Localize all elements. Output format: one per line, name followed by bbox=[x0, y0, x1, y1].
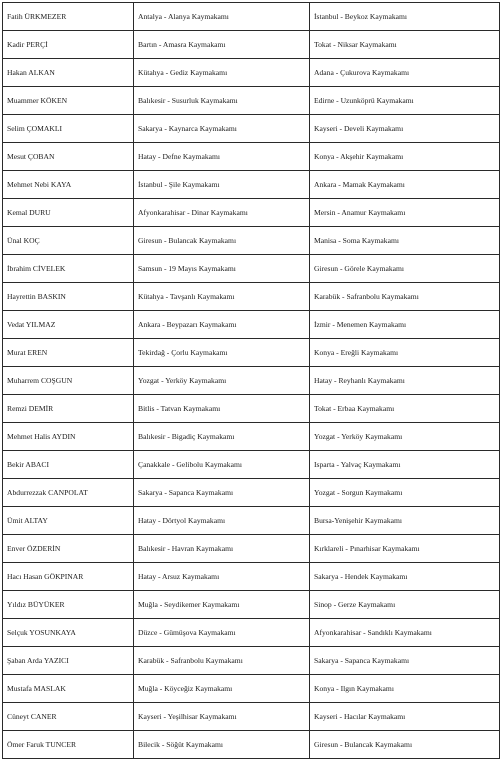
name-cell: Cüneyt CANER bbox=[3, 703, 134, 731]
new-post-cell: Bursa-Yenişehir Kaymakamı bbox=[310, 507, 500, 535]
table-row bbox=[3, 311, 500, 339]
name-cell: Fatih ÜRKMEZER bbox=[3, 3, 134, 31]
new-post-cell: Kırklareli - Pınarhisar Kaymakamı bbox=[310, 535, 500, 563]
table-row bbox=[3, 87, 500, 115]
name-cell: Enver ÖZDERİN bbox=[3, 535, 134, 563]
current-post-cell: Samsun - 19 Mayıs Kaymakamı bbox=[134, 255, 310, 283]
current-post-cell: Sakarya - Sapanca Kaymakamı bbox=[134, 479, 310, 507]
current-post-cell: İstanbul - Şile Kaymakamı bbox=[134, 171, 310, 199]
name-cell: Bekir ABACI bbox=[3, 451, 134, 479]
new-post-cell: Karabük - Safranbolu Kaymakamı bbox=[310, 283, 500, 311]
table-row bbox=[3, 647, 500, 675]
current-post-cell: Afyonkarahisar - Dinar Kaymakamı bbox=[134, 199, 310, 227]
new-post-cell: Giresun - Bulancak Kaymakamı bbox=[310, 731, 500, 759]
new-post-cell: Edirne - Uzunköprü Kaymakamı bbox=[310, 87, 500, 115]
name-cell: Remzi DEMİR bbox=[3, 395, 134, 423]
current-post-cell: Karabük - Safranbolu Kaymakamı bbox=[134, 647, 310, 675]
name-cell: Muammer KÖKEN bbox=[3, 87, 134, 115]
new-post-cell: Konya - Ereğli Kaymakamı bbox=[310, 339, 500, 367]
new-post-cell: Yozgat - Yerköy Kaymakamı bbox=[310, 423, 500, 451]
table-row bbox=[3, 507, 500, 535]
current-post-cell: Muğla - Köyceğiz Kaymakamı bbox=[134, 675, 310, 703]
new-post-cell: Yozgat - Sorgun Kaymakamı bbox=[310, 479, 500, 507]
table-row bbox=[3, 283, 500, 311]
table-row bbox=[3, 171, 500, 199]
name-cell: Mehmet Nebi KAYA bbox=[3, 171, 134, 199]
new-post-cell: Afyonkarahisar - Sandıklı Kaymakamı bbox=[310, 619, 500, 647]
table-row bbox=[3, 563, 500, 591]
table-row bbox=[3, 199, 500, 227]
table-row bbox=[3, 619, 500, 647]
new-post-cell: Sinop - Gerze Kaymakamı bbox=[310, 591, 500, 619]
name-cell: Kadir PERÇİ bbox=[3, 31, 134, 59]
name-cell: Yıldız BÜYÜKER bbox=[3, 591, 134, 619]
new-post-cell: İzmir - Menemen Kaymakamı bbox=[310, 311, 500, 339]
table-row bbox=[3, 395, 500, 423]
current-post-cell: Sakarya - Kaynarca Kaymakamı bbox=[134, 115, 310, 143]
current-post-cell: Hatay - Arsuz Kaymakamı bbox=[134, 563, 310, 591]
current-post-cell: Bilecik - Söğüt Kaymakamı bbox=[134, 731, 310, 759]
name-cell: Hakan ALKAN bbox=[3, 59, 134, 87]
current-post-cell: Hatay - Defne Kaymakamı bbox=[134, 143, 310, 171]
table-row bbox=[3, 59, 500, 87]
new-post-cell: Adana - Çukurova Kaymakamı bbox=[310, 59, 500, 87]
new-post-cell: Giresun - Görele Kaymakamı bbox=[310, 255, 500, 283]
name-cell: Murat EREN bbox=[3, 339, 134, 367]
new-post-cell: Kayseri - Develi Kaymakamı bbox=[310, 115, 500, 143]
current-post-cell: Hatay - Dörtyol Kaymakamı bbox=[134, 507, 310, 535]
new-post-cell: Hatay - Reyhanlı Kaymakamı bbox=[310, 367, 500, 395]
name-cell: Abdurrezzak CANPOLAT bbox=[3, 479, 134, 507]
table-row bbox=[3, 31, 500, 59]
current-post-cell: Bitlis - Tatvan Kaymakamı bbox=[134, 395, 310, 423]
current-post-cell: Bartın - Amasra Kaymakamı bbox=[134, 31, 310, 59]
table-row bbox=[3, 731, 500, 759]
current-post-cell: Antalya - Alanya Kaymakamı bbox=[134, 3, 310, 31]
new-post-cell: Tokat - Niksar Kaymakamı bbox=[310, 31, 500, 59]
table-row bbox=[3, 703, 500, 731]
current-post-cell: Ankara - Beypazarı Kaymakamı bbox=[134, 311, 310, 339]
table-row bbox=[3, 479, 500, 507]
current-post-cell: Kayseri - Yeşilhisar Kaymakamı bbox=[134, 703, 310, 731]
new-post-cell: Sakarya - Sapanca Kaymakamı bbox=[310, 647, 500, 675]
current-post-cell: Kütahya - Tavşanlı Kaymakamı bbox=[134, 283, 310, 311]
name-cell: Muharrem COŞGUN bbox=[3, 367, 134, 395]
table-row bbox=[3, 591, 500, 619]
current-post-cell: Düzce - Gümüşova Kaymakamı bbox=[134, 619, 310, 647]
name-cell: İbrahim CİVELEK bbox=[3, 255, 134, 283]
current-post-cell: Giresun - Bulancak Kaymakamı bbox=[134, 227, 310, 255]
appointment-table-page bbox=[2, 2, 499, 759]
table-row bbox=[3, 3, 500, 31]
table-row bbox=[3, 255, 500, 283]
new-post-cell: Mersin - Anamur Kaymakamı bbox=[310, 199, 500, 227]
name-cell: Selim ÇOMAKLI bbox=[3, 115, 134, 143]
current-post-cell: Kütahya - Gediz Kaymakamı bbox=[134, 59, 310, 87]
current-post-cell: Muğla - Seydikemer Kaymakamı bbox=[134, 591, 310, 619]
new-post-cell: Kayseri - Hacılar Kaymakamı bbox=[310, 703, 500, 731]
current-post-cell: Balıkesir - Bigadiç Kaymakamı bbox=[134, 423, 310, 451]
new-post-cell: Ankara - Mamak Kaymakamı bbox=[310, 171, 500, 199]
table-row bbox=[3, 143, 500, 171]
name-cell: Mehmet Halis AYDIN bbox=[3, 423, 134, 451]
new-post-cell: Konya - Ilgın Kaymakamı bbox=[310, 675, 500, 703]
name-cell: Hacı Hasan GÖKPINAR bbox=[3, 563, 134, 591]
name-cell: Vedat YILMAZ bbox=[3, 311, 134, 339]
name-cell: Şaban Arda YAZICI bbox=[3, 647, 134, 675]
name-cell: Mesut ÇOBAN bbox=[3, 143, 134, 171]
appointment-table bbox=[2, 2, 500, 759]
table-row bbox=[3, 115, 500, 143]
current-post-cell: Çanakkale - Gelibolu Kaymakamı bbox=[134, 451, 310, 479]
name-cell: Ümit ALTAY bbox=[3, 507, 134, 535]
table-row bbox=[3, 535, 500, 563]
new-post-cell: Isparta - Yalvaç Kaymakamı bbox=[310, 451, 500, 479]
new-post-cell: Tokat - Erbaa Kaymakamı bbox=[310, 395, 500, 423]
name-cell: Hayrettin BASKIN bbox=[3, 283, 134, 311]
table-row bbox=[3, 423, 500, 451]
name-cell: Kemal DURU bbox=[3, 199, 134, 227]
current-post-cell: Balıkesir - Susurluk Kaymakamı bbox=[134, 87, 310, 115]
table-row bbox=[3, 367, 500, 395]
table-row bbox=[3, 339, 500, 367]
new-post-cell: Konya - Akşehir Kaymakamı bbox=[310, 143, 500, 171]
current-post-cell: Yozgat - Yerköy Kaymakamı bbox=[134, 367, 310, 395]
name-cell: Mustafa MASLAK bbox=[3, 675, 134, 703]
new-post-cell: İstanbul - Beykoz Kaymakamı bbox=[310, 3, 500, 31]
name-cell: Selçuk YOSUNKAYA bbox=[3, 619, 134, 647]
table-row bbox=[3, 227, 500, 255]
new-post-cell: Manisa - Soma Kaymakamı bbox=[310, 227, 500, 255]
name-cell: Ünal KOÇ bbox=[3, 227, 134, 255]
new-post-cell: Sakarya - Hendek Kaymakamı bbox=[310, 563, 500, 591]
name-cell: Ömer Faruk TUNCER bbox=[3, 731, 134, 759]
table-row bbox=[3, 451, 500, 479]
current-post-cell: Balıkesir - Havran Kaymakamı bbox=[134, 535, 310, 563]
table-row bbox=[3, 675, 500, 703]
current-post-cell: Tekirdağ - Çorlu Kaymakamı bbox=[134, 339, 310, 367]
